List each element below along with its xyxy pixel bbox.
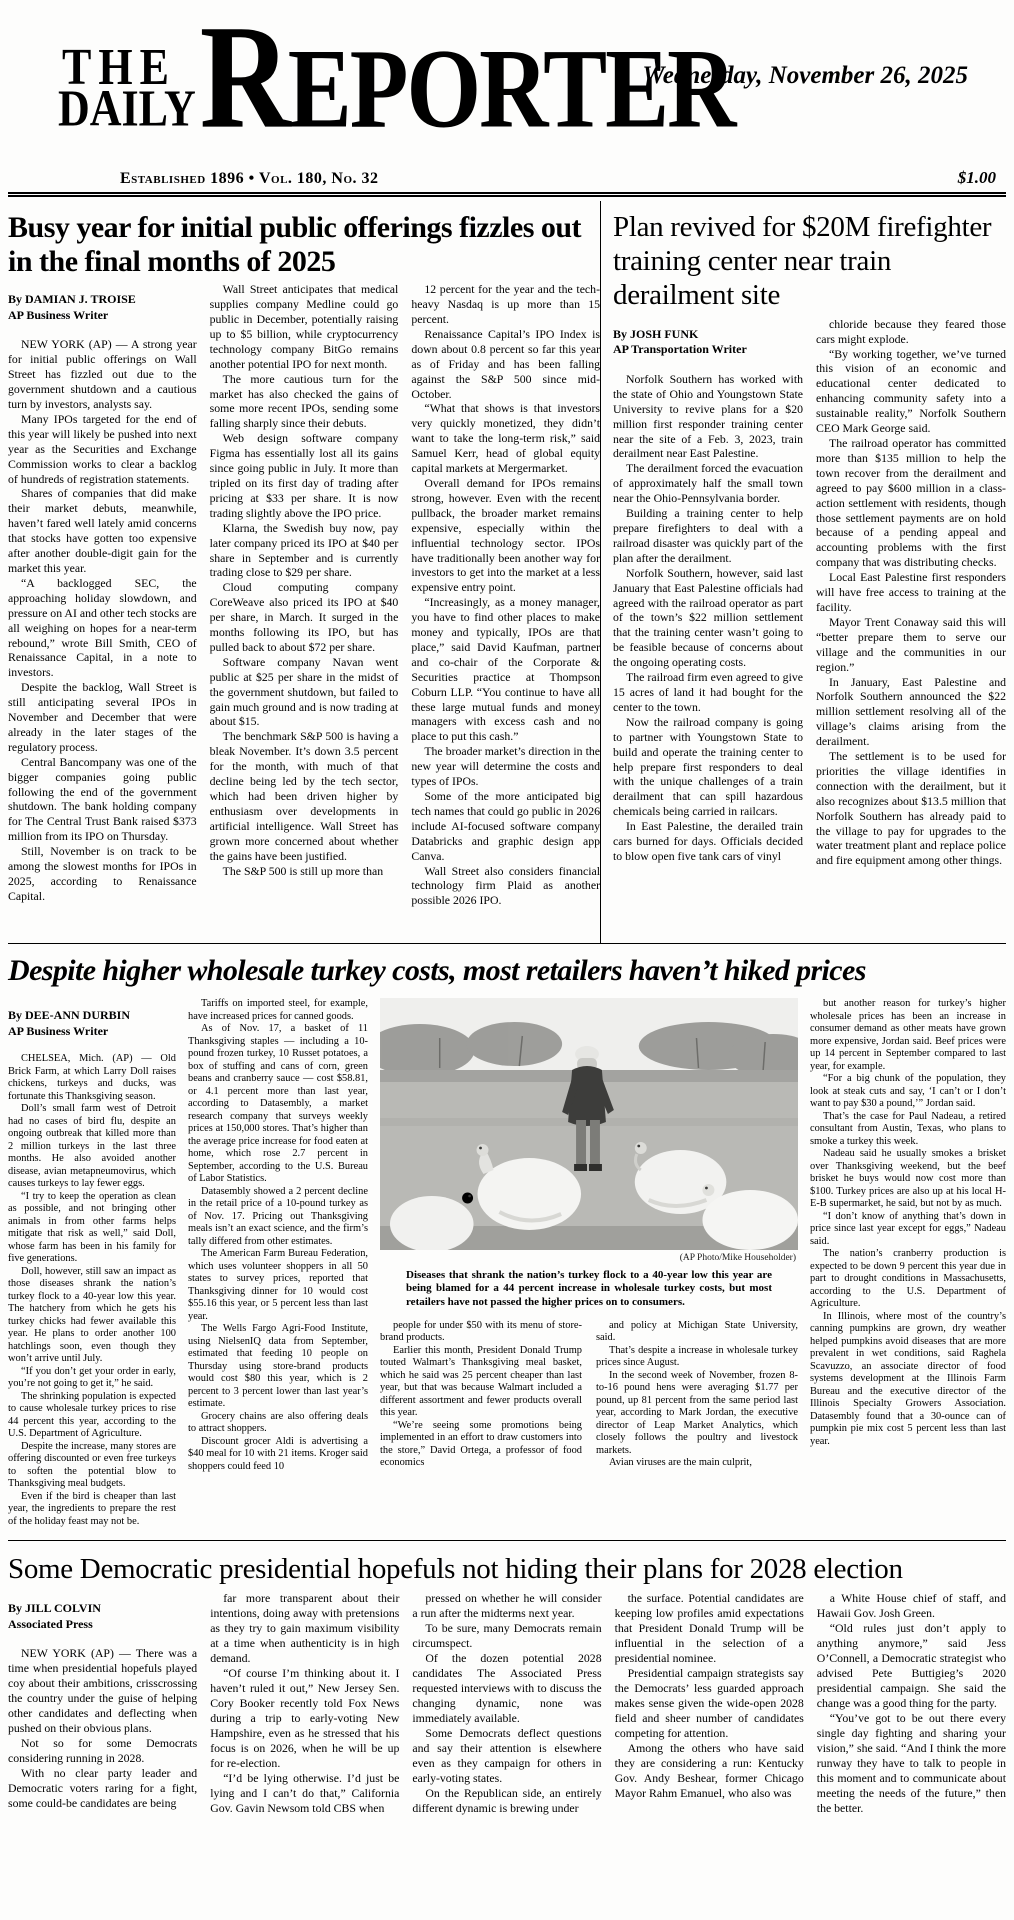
- paragraph: “I’d be lying otherwise. I’d just be lying and I can’t do that,” California Gov. Gavin Newsom told CBS when: [210, 1770, 400, 1815]
- paragraph: In January, East Palestine and Norfolk Southern announced the $22 million settlement resolving all of the village’s claims arising from the derailment.: [816, 674, 1006, 749]
- byline-ipo: [8, 292, 197, 323]
- paragraph: Wall Street also considers financial technology firm Plaid as another possible 2026 IPO.: [411, 863, 600, 908]
- paragraph: In East Palestine, the derailed train cars burned for days. Officials decided to blow open five tank cars of vinyl: [613, 819, 803, 863]
- paragraph: Not so for some Democrats considering running in 2028.: [8, 1736, 198, 1766]
- headline-turkey: Despite higher wholesale turkey costs, most retailers haven’t hiked prices: [8, 954, 866, 987]
- paragraph: “For a big chunk of the population, they look at steak cuts and say, ‘I can’t or I don’t want to pay $30 a pound,’” Jordan said.: [810, 1073, 1006, 1109]
- article-column: [411, 282, 600, 930]
- turkey-photo-block: [380, 998, 798, 1540]
- byline-title: AP Business Writer: [8, 1023, 109, 1038]
- paragraph: The railroad operator has committed more than $135 million to help the town recover from the derailment and agreed to pay $600 million in a class-action settlement with residents, though those settlement payments are on hold because of a pending appeal and accounting problems with the first company that was distributing checks.: [816, 436, 1006, 570]
- paragraph: Still, November is on track to be among the slowest months for IPOs in 2025, according to Renaissance Capital.: [8, 844, 197, 903]
- lead-stories-row: [8, 201, 1006, 943]
- article-column: [817, 1591, 1006, 1899]
- paragraph: Some of the more anticipated big tech names that could go public in 2026 include AI-focused software company Databricks and graphic design app Canva.: [411, 789, 600, 863]
- paragraph: the surface. Potential candidates are keeping low profiles amid expectations that President Donald Trump will be influential in the selection of a presidential nominee.: [614, 1590, 804, 1665]
- column-text: [8, 1646, 197, 1811]
- article-column: [596, 1320, 798, 1540]
- paragraph: “Of course I’m thinking about it. I haven’t ruled it out,” New Jersey Sen. Cory Booker recently told Fox News during a trip to early-voting New Hampshire, even as he stressed that his focus is on 2026, when he will be up for re-election.: [210, 1665, 400, 1770]
- article-firefighter-columns: [613, 317, 1006, 929]
- turkeys-photo-art: [380, 998, 798, 1250]
- photo-credit: (AP Photo/Mike Householder): [679, 1253, 796, 1263]
- byline-author: By DAMIAN J. TROISE: [8, 292, 136, 307]
- paragraph: “You’ve got to be out there every single day fighting and sharing your vision,” she said. “And I think the more runway they have to talk to people in this moment and to communicate about meeting the needs of the future,” then the better.: [816, 1710, 1006, 1815]
- paragraph: The broader market’s direction in the new year will determine the costs and types of IPOs.: [411, 744, 600, 789]
- column-text: [8, 1053, 176, 1528]
- paragraph: Nadeau said he usually smokes a brisket over Thanksgiving weekend, but the beef brisket he buys would now cost more than $100. Turkey prices are also up at his local H-E-B supermarket, he said, but not by as much.: [810, 1148, 1006, 1209]
- paragraph: To be sure, many Democrats remain circumspect.: [412, 1620, 602, 1650]
- paragraph: Doll’s small farm west of Detroit had no cases of bird flu, despite an ongoing outbreak that killed more than 2 million turkeys in the last three months. He also avoided another disease, avian metapneumovirus, which causes turkeys to lay fewer eggs.: [8, 1103, 176, 1190]
- paragraph: “A backlogged SEC, the approaching holiday slowdown, and pressure on AI and other tech stocks are all weighing on hopes for a near-term rebound,” wrote Bill Smith, CEO of Renaissance Capital, in a note to investors.: [8, 575, 197, 680]
- article-column: [210, 282, 399, 930]
- paragraph: On the Republican side, an entirely different dynamic is brewing under: [412, 1785, 602, 1815]
- paragraph: Shares of companies that did make their market debuts, meanwhile, haven’t fared well lately amid concerns that stocks have gotten too expensive after another double-digit gain for the market this year.: [8, 486, 197, 575]
- paragraph: chloride because they feared those cars might explode.: [816, 316, 1006, 346]
- article-column: [8, 282, 197, 930]
- logo-the-daily: [58, 37, 196, 138]
- section-divider: [8, 943, 1006, 944]
- column-text: [613, 372, 803, 864]
- byline-firefighter: [613, 327, 803, 358]
- price: $1.00: [957, 168, 996, 187]
- paragraph: Among the others who have said they are considering a run: Kentucky Gov. Andy Beshear, former Chicago Mayor Rahm Emanuel, who also was: [614, 1740, 804, 1800]
- turkeys-photo: [380, 998, 798, 1250]
- logo-reporter-rest: EPORTER: [287, 25, 735, 152]
- article-column: [412, 1591, 601, 1899]
- article-column: [816, 317, 1006, 929]
- paragraph: Software company Navan went public at $25 per share in the midst of the government shutdown, but failed to gain much ground and is now trading at about $15.: [209, 654, 399, 729]
- article-column: [188, 998, 368, 1540]
- article-column: [8, 998, 176, 1540]
- article-column: [8, 1591, 197, 1899]
- paragraph: Doll, however, still saw an impact as those diseases shrank the nation’s turkey flock to a 40-year low this year. The hatchery from which he gets his turkey chicks had fewer available this year. He plans to order another 100 hatchlings soon, even though they won’t arrive until July.: [8, 1265, 176, 1365]
- article-election-columns: [8, 1591, 1006, 1899]
- paragraph: Earlier this month, President Donald Trump touted Walmart’s Thanksgiving meal basket, which he said was 25 percent cheaper than last year, but that was because Walmart included a different assortment and fewer products overall this year.: [380, 1344, 582, 1419]
- paragraph: “What that shows is that investors very quickly monetized, they didn’t want to take the long-term risk,” said Samuel Kerr, head of global equity capital markets at Mergermarket.: [411, 401, 600, 476]
- paragraph: “I don’t know of anything that’s down in price since last year except for eggs,” Nadeau said.: [810, 1210, 1006, 1247]
- paragraph: Klarna, the Swedish buy now, pay later company priced its IPO at $40 per share in September and is currently trading close to $29 per share.: [209, 520, 399, 580]
- paragraph: far more transparent about their intentions, doing away with pretensions as they try to gain maximum visibility at a time when authenticity is in high demand.: [210, 1590, 400, 1665]
- article-turkey-columns: [8, 998, 1006, 1540]
- masthead-divider: [8, 192, 1006, 197]
- paragraph: Norfolk Southern has worked with the state of Ohio and Youngstown State University to revive plans for a $20 million first responder training center near the site of a Feb. 3, 2023, train derailment near East Palestine.: [613, 371, 803, 461]
- paragraph: Renaissance Capital’s IPO Index is down about 0.8 percent so far this year as of Friday and has been falling against the S&P 500 since mid-October.: [411, 326, 600, 401]
- paragraph: but another reason for turkey’s higher wholesale prices has been an increase in consumer demand as other meats have grown more expensive, Jordan said. Beef prices were up 14 percent in September compared to last year, for example.: [810, 998, 1006, 1072]
- paragraph: Despite the increase, many stores are offering discounted or even free turkeys to soften the potential blow to Thanksgiving meal budgets.: [8, 1440, 176, 1490]
- byline-election: [8, 1601, 197, 1632]
- paragraph: and policy at Michigan State University, said.: [596, 1319, 798, 1344]
- article-turkey: [8, 946, 1006, 1540]
- paragraph: Wall Street anticipates that medical supplies company Medline could go public in December, potentially raising up to $5 billion, while cryptocurrency technology company BitGo remains another potential IPO for next month.: [209, 282, 399, 371]
- paragraph: The railroad firm even agreed to give 15 acres of land it had bought for the center to the town.: [613, 670, 803, 714]
- paragraph: people for under $50 with its menu of store-brand products.: [380, 1319, 582, 1344]
- byline-title: AP Business Writer: [8, 307, 109, 322]
- paragraph: In the second week of November, frozen 8-to-16 pound hens were averaging $1.77 per pound, up 81 percent from the same period last year, according to Mark Jordan, the executive director of Leap Market Analytics, which closely follows the poultry and livestock markets.: [596, 1369, 798, 1456]
- paragraph: “Old rules just don’t apply to anything anymore,” said Jess O’Connell, a Democratic strategist who advised Pete Buttigieg’s 2020 presidential campaign. She said the change was a good thing for the party.: [816, 1620, 1006, 1710]
- paragraph: Now the railroad company is going to partner with Youngstown State to build and operate the training center to help prepare first responders to deal with the unique challenges of a train derailment that can spill hazardous chemicals being carried in railcars.: [613, 714, 803, 819]
- paragraph: Presidential campaign strategists say the Democrats’ less guarded approach makes sense given the wide-open 2028 field and sheer number of candidates competing for attention.: [614, 1665, 804, 1740]
- paragraph: With no clear party leader and Democratic voters raring for a fight, some could-be candidates are being: [8, 1766, 198, 1811]
- paragraph: NEW YORK (AP) — A strong year for initial public offerings on Wall Street has fizzled out due to the government shutdown and a cautious turn by investors, analysts say.: [8, 337, 197, 411]
- paragraph: “I try to keep the operation as clean as possible, and not bringing other animals in from other farms helps mitigate that risk as well,” said Doll, whose farm has been in his family for five generations.: [8, 1190, 176, 1265]
- paragraph: In Illinois, where most of the country’s canning pumpkins are grown, dry weather helped pumpkins avoid diseases that are more prevalent in wet conditions, said Raghela Scavuzzo, an associate director of food systems development at the Illinois Farm Bureau and the executive director of the Illinois Specialty Growers Association. Datasembly found that a 30-ounce can of pumpkin pie mix cost 5 percent less than last year.: [810, 1310, 1006, 1447]
- paragraph: That’s despite a increase in wholesale turkey prices since August.: [596, 1344, 798, 1369]
- paragraph: CHELSEA, Mich. (AP) — Old Brick Farm, at which Larry Doll raises chickens, turkeys and ducks, was fortunate this Thanksgiving season.: [8, 1053, 176, 1102]
- section-divider: [8, 1540, 1006, 1541]
- established-volume-text: Established 1896 • Vol. 180, No. 32: [120, 170, 379, 187]
- byline-title: Associated Press: [8, 1616, 93, 1631]
- paragraph: a White House chief of staff, and Hawaii Gov. Josh Green.: [816, 1590, 1006, 1620]
- paragraph: NEW YORK (AP) — There was a time when presidential hopefuls played coy about their ambitions, crisscrossing the country under the guise of helping other candidates and deflecting when pushed on their obvious plans.: [8, 1646, 198, 1736]
- headline-ipo: Busy year for initial public offerings fizzles out in the final months of 2025: [8, 211, 582, 278]
- paragraph: Avian viruses are the main culprit,: [609, 1457, 752, 1469]
- paragraph: Web design software company Figma has essentially lost all its gains since going public in July. It more than tripled on its first day of trading after pricing at $33 per share. It is now trading slightly above the IPO price.: [209, 431, 399, 520]
- article-ipo: [8, 201, 600, 943]
- article-election: [8, 1543, 1006, 1899]
- logo-initial-r: R: [199, 0, 288, 160]
- paragraph: The settlement is to be used for priorities the village identifies in connection with the derailment, but it also recognizes about $13.5 million that Norfolk Southern has already paid to the village to pay for upgrades to the water treatment plant and replace police and fire equipment among other things.: [816, 749, 1006, 868]
- newspaper-logo: [58, 0, 735, 160]
- paragraph: 12 percent for the year and the tech-heavy Nasdaq is up more than 15 percent.: [411, 282, 600, 326]
- article-ipo-columns: [8, 282, 600, 930]
- logo-word-the: THE: [62, 37, 176, 96]
- paragraph: “By working together, we’ve turned this vision of an economic and educational center dedicated to enhancing community safety into a sustainable reality,” Norfolk Southern CEO Mark George said.: [816, 346, 1006, 436]
- byline-author: By DEE-ANN DURBIN: [8, 1008, 131, 1022]
- paragraph: Building a training center to help prepare firefighters to deal with a railroad disaster was quickly part of the plan after the derailment.: [613, 506, 803, 565]
- article-column: [810, 998, 1006, 1540]
- paragraph: Mayor Trent Conaway said this will “better prepare them to serve our village and the communities in our region.”: [816, 614, 1006, 674]
- photo-caption: Diseases that shrank the nation’s turkey flock to a 40-year low this year are being blamed for a 44 percent increase in wholesale turkey costs, but most retailers have not passed the higher prices on to consumers.: [406, 1268, 772, 1309]
- article-column: [210, 1591, 399, 1899]
- paragraph: Cloud computing company CoreWeave also priced its IPO at $40 per share, in March. It surged in the months following its IPO, but has pulled back to about $72 per share.: [209, 580, 399, 654]
- paragraph: Tariffs on imported steel, for example, have increased prices for canned goods.: [188, 998, 368, 1022]
- article-column: [380, 1320, 582, 1540]
- paragraph: The shrinking population is expected to cause wholesale turkey prices to rise 44 percent this year, according to the U.S. Department of Agriculture.: [8, 1390, 176, 1440]
- headline-firefighter: Plan revived for $20M firefighter training center near train derailment site: [613, 211, 992, 311]
- paragraph: “Increasingly, as a money manager, you have to find other places to make money and typically, IPOs are that place,” said David Kaufman, partner and co-chair of the Corporate & Securities practice at Thompson Coburn LLP. “You continue to have all these large mutual funds and money managers with excess cash and no place to put this cash.”: [411, 595, 600, 744]
- issue-date: Wednesday, November 26, 2025: [642, 62, 968, 89]
- byline-title: AP Transportation Writer: [613, 342, 747, 357]
- article-column: [613, 317, 803, 929]
- paragraph: That’s the case for Paul Nadeau, a retired consultant from Austin, Texas, who plans to smoke a turkey this week.: [810, 1110, 1006, 1147]
- paragraph: pressed on whether he will consider a run after the midterms next year.: [412, 1590, 602, 1620]
- paragraph: The Wells Fargo Agri-Food Institute, using NielsenIQ data from September, estimated that feeding 10 people on Thursday using store-brand products would cost $80 this year, which is 2 percent to 3 percent lower than last year’s estimate.: [188, 1323, 368, 1409]
- paragraph: The benchmark S&P 500 is having a bleak November. It’s down 3.5 percent for the month, with much of that decline being led by the tech sector, which had been driven higher by enthusiasm over developments in artificial intelligence. Wall Street has grown more concerned about whether the gains have been justified.: [209, 729, 399, 863]
- paragraph: The derailment forced the evacuation of approximately half the small town near the Ohio-Pennsylvania border.: [613, 461, 803, 506]
- paragraph: Local East Palestine first responders will have free access to training at the facility.: [816, 570, 1006, 614]
- paragraph: Some Democrats deflect questions and say their attention is elsewhere even as they campaign for others in early-voting states.: [412, 1725, 602, 1785]
- article-firefighter: [600, 201, 1006, 943]
- logo-word-daily: DAILY: [58, 79, 196, 138]
- paragraph: Norfolk Southern, however, said last January that East Palestine officials had agreed with the railroad operator as part of the town’s $22 million settlement that the training center wasn’t going to be feasible because of concerns about the ongoing operating costs.: [613, 565, 803, 670]
- paragraph: As of Nov. 17, a basket of 11 Thanksgiving staples — including a 10-pound frozen turkey, 10 Russet potatoes, a box of stuffing and cans of corn, green beans and cranberry sauce — cost $58.81, or 4.1 percent more than last year, according to Datasembly, a market research company that surveys weekly prices at 150,000 stores. That’s higher than the average price increase for food eaten at home, which rose 2.7 percent in September, according to the U.S. Bureau of Labor Statistics.: [188, 1023, 368, 1184]
- paragraph: Grocery chains are also offering deals to attract shoppers.: [188, 1410, 368, 1434]
- under-photo-columns: [380, 1320, 798, 1540]
- paragraph: Central Bancompany was one of the bigger companies going public following the end of the government shutdown. The bank holding company for The Central Trust Bank raised $373 million from its IPO on Thursday.: [8, 754, 197, 844]
- paragraph: The S&P 500 is still up more than: [222, 863, 384, 878]
- paragraph: The more cautious turn for the market has also checked the gains of some more recent IPOs, sending some falling sharply since their debuts.: [209, 371, 399, 431]
- byline-turkey: [8, 1008, 176, 1039]
- byline-author: By JILL COLVIN: [8, 1600, 101, 1615]
- paragraph: Despite the backlog, Wall Street is still anticipating several IPOs in November and December that were already in the later stages of the regulatory process.: [8, 680, 197, 754]
- paragraph: The American Farm Bureau Federation, which uses volunteer shoppers in all 50 states to survey prices, reported that Thanksgiving dinner for 10 would cost $55.16 this year, or 5 percent less than last year.: [188, 1248, 368, 1322]
- paragraph: Datasembly showed a 2 percent decline in the retail price of a 10-pound turkey as of Nov. 17. Pricing out Thanksgiving meals isn’t an exact science, and the firm’s tally differed from other estimates.: [188, 1185, 368, 1247]
- paragraph: Many IPOs targeted for the end of this year will likely be pushed into next year as the Securities and Exchange Commission works to clear a backlog of hundreds of registration statements.: [8, 411, 197, 486]
- headline-election: Some Democratic presidential hopefuls not hiding their plans for 2028 election: [8, 1553, 903, 1585]
- column-text: [8, 337, 197, 903]
- byline-author: By JOSH FUNK: [613, 326, 699, 341]
- paragraph: “We’re seeing some promotions being implemented in an effort to draw customers into the store,” David Ortega, a professor of food economics: [380, 1419, 582, 1469]
- paragraph: “If you don’t get your order in early, you’re not going to get it,” he said.: [8, 1365, 176, 1390]
- paragraph: Discount grocer Aldi is advertising a $40 meal for 10 with 21 items. Kroger said shoppers could feed 10: [188, 1435, 368, 1472]
- article-column: [615, 1591, 804, 1899]
- paragraph: Overall demand for IPOs remains strong, however. Even with the recent pullback, the broader market remains expensive, especially within the influential technology sector. IPOs have traditionally been another way for investors to get into the market at a less expensive entry point.: [411, 475, 600, 595]
- masthead-subline: [8, 168, 1006, 192]
- paragraph: Of the dozen potential 2028 candidates The Associated Press requested interviews with to discuss the changing dynamic, none was immediately available.: [412, 1650, 602, 1725]
- paragraph: Even if the bird is cheaper than last year, the ingredients to prepare the rest of the holiday feast may not be.: [8, 1490, 176, 1527]
- masthead: [8, 0, 1006, 168]
- paragraph: The nation’s cranberry production is expected to be down 9 percent this year due in part to drought conditions in Massachusetts, according to the U.S. Department of Agriculture.: [810, 1248, 1006, 1309]
